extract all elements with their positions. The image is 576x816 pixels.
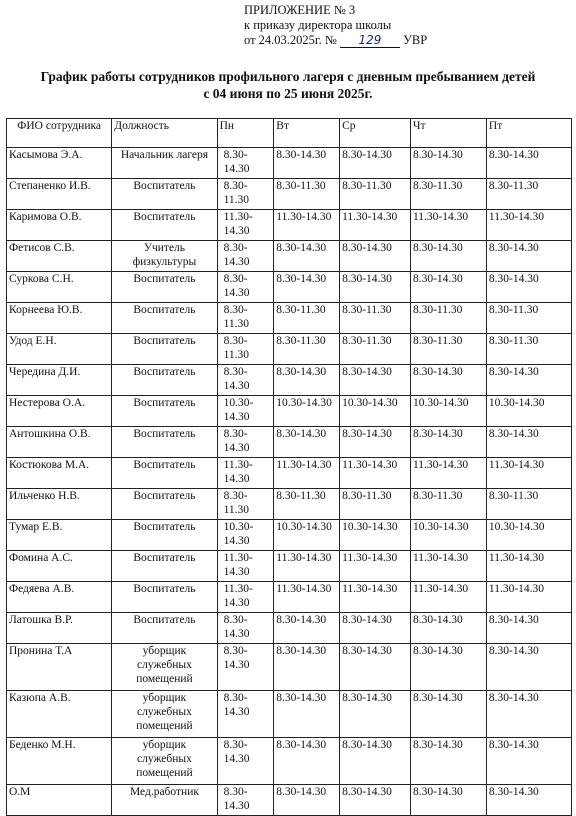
- schedule-tuesday: 11.30-14.30: [274, 458, 340, 489]
- employee-position: Воспитатель: [112, 210, 217, 241]
- schedule-wednesday: 10.30-14.30: [340, 396, 411, 427]
- title-line-1: График работы сотрудников профильного лагеря с дневным пребыванием детей: [40, 69, 536, 84]
- order-date: от 24.03.2025г. №: [244, 33, 337, 47]
- schedule-tuesday: 8.30-14.30: [274, 148, 340, 179]
- table-row: [7, 179, 572, 210]
- table-row: [7, 210, 572, 241]
- schedule-tuesday: 10.30-14.30: [274, 520, 340, 551]
- employee-position: Воспитатель: [112, 179, 217, 210]
- schedule-tuesday: 8.30-14.30: [274, 738, 340, 785]
- schedule-monday: 11.30-14.30: [217, 458, 274, 489]
- employee-name: Нестерова О.А.: [7, 396, 112, 427]
- schedule-friday: 8.30-14.30: [486, 365, 571, 396]
- schedule-tuesday: 8.30-14.30: [274, 365, 340, 396]
- column-header-monday: Пн: [217, 119, 274, 148]
- schedule-friday: 11.30-14.30: [486, 582, 571, 613]
- employee-position: уборщик служебных помещений: [112, 738, 217, 785]
- schedule-thursday: 8.30-11.30: [410, 303, 486, 334]
- schedule-friday: 8.30-11.30: [486, 179, 571, 210]
- schedule-monday: 8.30-14.30: [217, 365, 274, 396]
- schedule-thursday: 11.30-14.30: [410, 210, 486, 241]
- table-row: [7, 489, 572, 520]
- schedule-wednesday: 8.30-14.30: [340, 272, 411, 303]
- schedule-monday: 11.30-14.30: [217, 210, 274, 241]
- schedule-thursday: 8.30-11.30: [410, 334, 486, 365]
- employee-position: Учитель физкультуры: [112, 241, 217, 272]
- table-row: [7, 785, 572, 816]
- employee-position: Воспитатель: [112, 272, 217, 303]
- table-row: [7, 520, 572, 551]
- schedule-wednesday: 8.30-11.30: [340, 179, 411, 210]
- table-row: [7, 148, 572, 179]
- schedule-tuesday: 8.30-14.30: [274, 241, 340, 272]
- schedule-tuesday: 8.30-14.30: [274, 427, 340, 458]
- schedule-wednesday: 8.30-11.30: [340, 489, 411, 520]
- schedule-wednesday: 11.30-14.30: [340, 210, 411, 241]
- employee-position: уборщик служебных помещений: [112, 644, 217, 691]
- schedule-monday: 8.30-14.30: [217, 427, 274, 458]
- schedule-thursday: 11.30-14.30: [410, 551, 486, 582]
- schedule-table: [6, 118, 572, 816]
- schedule-wednesday: 10.30-14.30: [340, 520, 411, 551]
- schedule-thursday: 10.30-14.30: [410, 520, 486, 551]
- schedule-thursday: 8.30-14.30: [410, 272, 486, 303]
- schedule-wednesday: 8.30-14.30: [340, 738, 411, 785]
- schedule-friday: 8.30-14.30: [486, 272, 571, 303]
- schedule-monday: 8.30-11.30: [217, 334, 274, 365]
- employee-position: Воспитатель: [112, 334, 217, 365]
- schedule-monday: 11.30-14.30: [217, 582, 274, 613]
- table-row: [7, 396, 572, 427]
- employee-position: Воспитатель: [112, 396, 217, 427]
- table-row: [7, 427, 572, 458]
- schedule-tuesday: 8.30-14.30: [274, 691, 340, 738]
- schedule-thursday: 8.30-14.30: [410, 613, 486, 644]
- table-row: [7, 613, 572, 644]
- schedule-tuesday: 11.30-14.30: [274, 582, 340, 613]
- schedule-tuesday: 10.30-14.30: [274, 396, 340, 427]
- schedule-thursday: 8.30-14.30: [410, 691, 486, 738]
- employee-name: Федяева А.В.: [7, 582, 112, 613]
- schedule-tuesday: 8.30-14.30: [274, 272, 340, 303]
- table-row: [7, 272, 572, 303]
- schedule-monday: 8.30-11.30: [217, 489, 274, 520]
- schedule-thursday: 8.30-11.30: [410, 179, 486, 210]
- schedule-monday: 8.30-14.30: [217, 148, 274, 179]
- employee-name: О.М: [7, 785, 112, 816]
- column-header-position: Должность: [112, 119, 217, 148]
- schedule-tuesday: 8.30-11.30: [274, 303, 340, 334]
- schedule-friday: 8.30-14.30: [486, 427, 571, 458]
- schedule-wednesday: 8.30-14.30: [340, 691, 411, 738]
- schedule-thursday: 8.30-14.30: [410, 148, 486, 179]
- table-row: [7, 691, 572, 738]
- table-row: [7, 303, 572, 334]
- employee-name: Антошкина О.В.: [7, 427, 112, 458]
- schedule-wednesday: 11.30-14.30: [340, 458, 411, 489]
- schedule-wednesday: 8.30-14.30: [340, 613, 411, 644]
- schedule-tuesday: 8.30-11.30: [274, 489, 340, 520]
- schedule-wednesday: 8.30-14.30: [340, 365, 411, 396]
- employee-position: Воспитатель: [112, 489, 217, 520]
- schedule-thursday: 8.30-14.30: [410, 644, 486, 691]
- employee-position: Воспитатель: [112, 520, 217, 551]
- schedule-thursday: 11.30-14.30: [410, 582, 486, 613]
- appendix-number: ПРИЛОЖЕНИЕ № 3: [244, 3, 356, 17]
- column-header-thursday: Чт: [410, 119, 486, 148]
- order-number-handwritten: 129: [340, 33, 400, 48]
- schedule-friday: 10.30-14.30: [486, 520, 571, 551]
- schedule-monday: 8.30-14.30: [217, 691, 274, 738]
- employee-name: Касымова Э.А.: [7, 148, 112, 179]
- schedule-thursday: 8.30-14.30: [410, 738, 486, 785]
- schedule-monday: 8.30-14.30: [217, 241, 274, 272]
- schedule-wednesday: 8.30-14.30: [340, 644, 411, 691]
- schedule-friday: 8.30-14.30: [486, 691, 571, 738]
- schedule-friday: 8.30-11.30: [486, 303, 571, 334]
- order-date-line: [244, 33, 427, 48]
- employee-position: Воспитатель: [112, 427, 217, 458]
- schedule-tuesday: 11.30-14.30: [274, 551, 340, 582]
- employee-name: Чередина Д.И.: [7, 365, 112, 396]
- schedule-thursday: 8.30-11.30: [410, 489, 486, 520]
- schedule-wednesday: 8.30-14.30: [340, 241, 411, 272]
- employee-name: Беденко М.Н.: [7, 738, 112, 785]
- schedule-friday: 11.30-14.30: [486, 210, 571, 241]
- employee-name: Фомина А.С.: [7, 551, 112, 582]
- employee-name: Костюкова М.А.: [7, 458, 112, 489]
- schedule-monday: 8.30-14.30: [217, 644, 274, 691]
- employee-name: Каримова О.В.: [7, 210, 112, 241]
- employee-name: Латошка В.Р.: [7, 613, 112, 644]
- schedule-monday: 8.30-11.30: [217, 179, 274, 210]
- schedule-tuesday: 8.30-14.30: [274, 644, 340, 691]
- column-header-name: ФИО сотрудника: [7, 119, 112, 148]
- schedule-wednesday: 8.30-11.30: [340, 303, 411, 334]
- employee-name: Тумар Е.В.: [7, 520, 112, 551]
- schedule-monday: 8.30-14.30: [217, 613, 274, 644]
- column-header-tuesday: Вт: [274, 119, 340, 148]
- schedule-monday: 8.30-14.30: [217, 785, 274, 816]
- employee-name: Казюпа А.В.: [7, 691, 112, 738]
- employee-name: Фетисов С.В.: [7, 241, 112, 272]
- schedule-friday: 8.30-14.30: [486, 148, 571, 179]
- table-header-row: [7, 119, 572, 148]
- schedule-friday: 8.30-14.30: [486, 644, 571, 691]
- schedule-monday: 11.30-14.30: [217, 551, 274, 582]
- employee-name: Корнеева Ю.В.: [7, 303, 112, 334]
- schedule-thursday: 8.30-14.30: [410, 785, 486, 816]
- column-header-wednesday: Ср: [340, 119, 411, 148]
- employee-name: Удод Е.Н.: [7, 334, 112, 365]
- title-line-2: с 04 июня по 25 июня 2025г.: [203, 86, 373, 101]
- table-row: [7, 334, 572, 365]
- employee-position: Воспитатель: [112, 613, 217, 644]
- schedule-tuesday: 8.30-11.30: [274, 179, 340, 210]
- schedule-thursday: 8.30-14.30: [410, 241, 486, 272]
- order-suffix: УВР: [403, 33, 428, 47]
- schedule-tuesday: 11.30-14.30: [274, 210, 340, 241]
- schedule-wednesday: 11.30-14.30: [340, 582, 411, 613]
- employee-name: Суркова С.Н.: [7, 272, 112, 303]
- table-row: [7, 551, 572, 582]
- schedule-friday: 8.30-11.30: [486, 334, 571, 365]
- schedule-friday: 8.30-14.30: [486, 785, 571, 816]
- schedule-friday: 10.30-14.30: [486, 396, 571, 427]
- table-row: [7, 738, 572, 785]
- schedule-monday: 8.30-14.30: [217, 738, 274, 785]
- column-header-friday: Пт: [486, 119, 571, 148]
- employee-name: Пронина Т.А: [7, 644, 112, 691]
- schedule-wednesday: 8.30-14.30: [340, 427, 411, 458]
- schedule-wednesday: 8.30-14.30: [340, 148, 411, 179]
- schedule-monday: 8.30-14.30: [217, 272, 274, 303]
- schedule-monday: 8.30-11.30: [217, 303, 274, 334]
- schedule-friday: 8.30-14.30: [486, 241, 571, 272]
- schedule-friday: 11.30-14.30: [486, 551, 571, 582]
- schedule-thursday: 8.30-14.30: [410, 365, 486, 396]
- schedule-tuesday: 8.30-14.30: [274, 785, 340, 816]
- schedule-friday: 11.30-14.30: [486, 458, 571, 489]
- schedule-friday: 8.30-14.30: [486, 613, 571, 644]
- appendix-header: [244, 3, 427, 48]
- employee-position: Воспитатель: [112, 365, 217, 396]
- employee-name: Ильченко Н.В.: [7, 489, 112, 520]
- schedule-tuesday: 8.30-14.30: [274, 613, 340, 644]
- schedule-thursday: 10.30-14.30: [410, 396, 486, 427]
- schedule-friday: 8.30-11.30: [486, 489, 571, 520]
- employee-position: Воспитатель: [112, 582, 217, 613]
- employee-position: Воспитатель: [112, 303, 217, 334]
- document-title: [0, 68, 576, 102]
- table-row: [7, 582, 572, 613]
- table-body: [7, 148, 572, 816]
- employee-position: Воспитатель: [112, 551, 217, 582]
- employee-name: Степаненко И.В.: [7, 179, 112, 210]
- schedule-tuesday: 8.30-11.30: [274, 334, 340, 365]
- table-row: [7, 365, 572, 396]
- schedule-friday: 8.30-14.30: [486, 738, 571, 785]
- table-row: [7, 458, 572, 489]
- schedule-wednesday: 8.30-14.30: [340, 785, 411, 816]
- employee-position: уборщик служебных помещений: [112, 691, 217, 738]
- schedule-thursday: 8.30-14.30: [410, 427, 486, 458]
- order-reference: к приказу директора школы: [244, 18, 392, 32]
- schedule-thursday: 11.30-14.30: [410, 458, 486, 489]
- employee-position: Мед.работник: [112, 785, 217, 816]
- schedule-wednesday: 8.30-11.30: [340, 334, 411, 365]
- table-row: [7, 644, 572, 691]
- employee-position: Начальник лагеря: [112, 148, 217, 179]
- employee-position: Воспитатель: [112, 458, 217, 489]
- schedule-monday: 10.30-14.30: [217, 520, 274, 551]
- schedule-monday: 10.30-14.30: [217, 396, 274, 427]
- schedule-wednesday: 11.30-14.30: [340, 551, 411, 582]
- table-row: [7, 241, 572, 272]
